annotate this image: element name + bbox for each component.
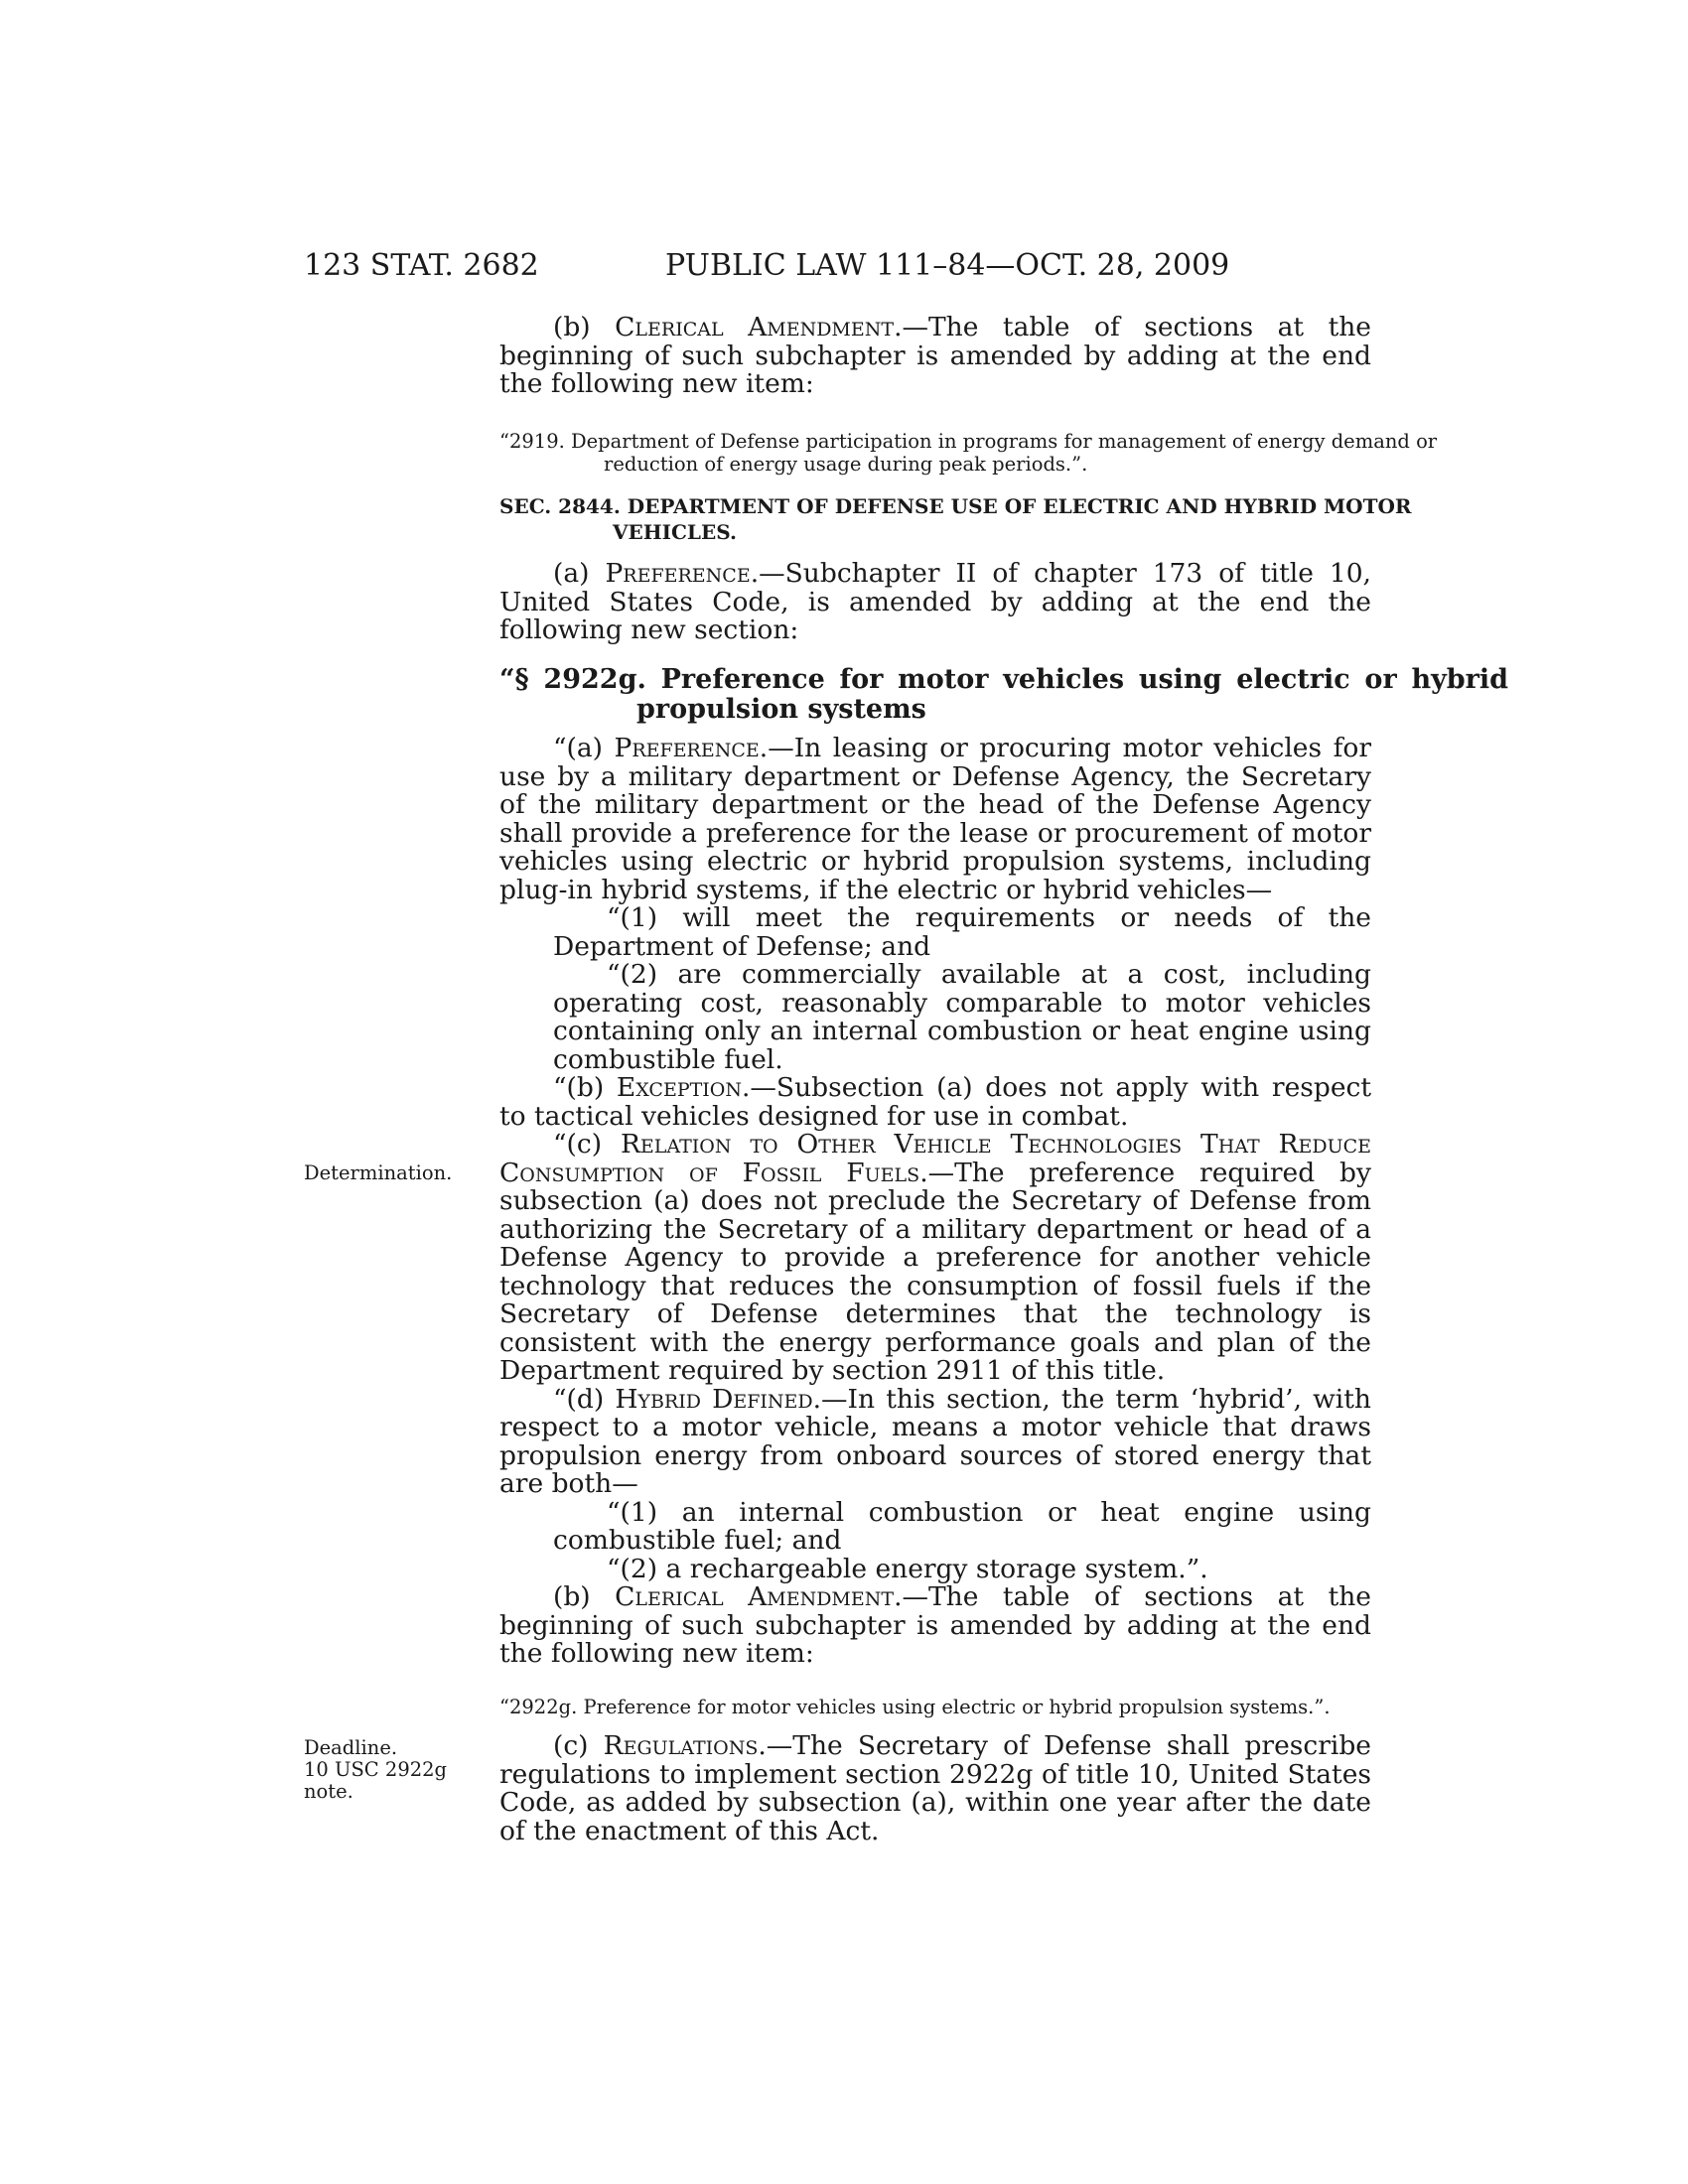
subsection-d-item-1: “(1) an internal combustion or heat engine using combustible fuel; and (553, 1496, 1371, 1556)
paragraph-heading: Hybrid Defined (615, 1383, 813, 1415)
paragraph-heading: Regulations (603, 1730, 759, 1761)
paragraph-label: (b) (553, 1581, 616, 1612)
paragraph-label: (a) (553, 558, 606, 589)
paragraph-text: .—The table of sections at the beginning of such subchapter is amended by adding at the end the following new item: (499, 1581, 1371, 1669)
regulations-paragraph (499, 1732, 1371, 1845)
paragraph-text: .—In leasing or procuring motor vehicles for use by a military department or Defense Agency, the Secretary of the military department or the head of the Defense Agency shall provide a preference for the lease or procurement of motor vehicles using electric or hybrid propulsion systems, including plug-in hybrid systems, if the electric or hybrid vehicles— (499, 733, 1371, 905)
subsection-d-hybrid-defined (499, 1383, 1372, 1499)
clerical-amendment-paragraph-1 (499, 314, 1371, 399)
paragraph-heading: Preference (605, 558, 751, 589)
subsection-a-item-1: “(1) will meet the requirements or needs of the Department of Defense; and (553, 902, 1371, 962)
table-item-2919: “2919. Department of Defense participation in programs for management of energy demand or reduction of energy usage during peak periods.”. (499, 430, 1438, 476)
subsection-c-relation (499, 1131, 1371, 1386)
paragraph-text: .—The table of sections at the beginning of such subchapter is amended by adding at the end the following new item: (499, 312, 1371, 399)
paragraph-heading: Clerical Amendment (615, 312, 895, 342)
clerical-amendment-paragraph-2 (499, 1583, 1371, 1669)
paragraph-label: (b) (553, 312, 616, 342)
margin-note-usc-cite: 10 USC 2922g (304, 1758, 448, 1781)
preference-paragraph (499, 560, 1371, 645)
margin-note-deadline (304, 1737, 447, 1803)
paragraph-text: .—The preference required by subsection (a) does not preclude the Secretary of Defense from authorizing the Secretary of a military department or head of a Defense Agency to provide a preference for another vehicle technology that reduces the consumption of fossil fuels if the Secretary of Defense determines that the technology is consistent with the energy performance goals and plan of the Department required by section 2911 of this title. (499, 1157, 1371, 1386)
paragraph-heading: Clerical Amendment (615, 1581, 895, 1612)
table-item-2922g: “2922g. Preference for motor vehicles using electric or hybrid propulsion systems.”. (499, 1696, 1331, 1718)
public-law-title: PUBLIC LAW 111–84—OCT. 28, 2009 (665, 248, 1230, 283)
paragraph-text: .—Subsection (a) does not apply with respect to tactical vehicles designed for use in combat. (499, 1072, 1371, 1132)
paragraph-heading: Relation to Other Vehicle Technologies That Reduce Consumption of Fossil Fuels (499, 1129, 1372, 1188)
paragraph-label: (c) (553, 1730, 604, 1761)
section-2922g-heading: “§ 2922g. Preference for motor vehicles using electric or hybrid propulsion systems (499, 664, 1508, 725)
paragraph-text: .—Subchapter II of chapter 173 of title 10, United States Code, is amended by adding at the end the following new section: (499, 558, 1371, 645)
subsection-a-preference (499, 735, 1371, 904)
paragraph-label: “(b) (553, 1072, 617, 1103)
paragraph-label: “(a) (553, 733, 615, 763)
paragraph-heading: Preference (614, 733, 760, 763)
paragraph-text: .—In this section, the term ‘hybrid’, with respect to a motor vehicle, means a motor vehicle that draws propulsion energy from onboard sources of stored energy that are both— (499, 1383, 1372, 1499)
subsection-a-item-2: “(2) are commercially available at a cost, including operating cost, reasonably comparable to motor vehicles containing only an internal combustion or heat engine using combustible fuel. (553, 959, 1371, 1075)
section-2922g-body (499, 735, 1371, 1669)
stat-page-number: 123 STAT. 2682 (304, 248, 539, 283)
paragraph-heading: Exception (616, 1072, 742, 1103)
section-2844-heading: SEC. 2844. DEPARTMENT OF DEFENSE USE OF ELECTRIC AND HYBRID MOTOR VEHICLES. (499, 494, 1412, 544)
margin-note-determination: Determination. (304, 1161, 453, 1184)
subsection-d-item-2: “(2) a rechargeable energy storage system.”. (607, 1553, 1208, 1584)
margin-note-note: note. (304, 1780, 353, 1803)
subsection-b-exception (499, 1074, 1371, 1131)
paragraph-label: “(d) (553, 1383, 616, 1415)
paragraph-text: .—The Secretary of Defense shall prescribe regulations to implement section 2922g of title 10, United States Code, as added by subsection (a), within one year after the date of the enactment of this Act. (499, 1730, 1371, 1846)
paragraph-label: “(c) (553, 1129, 621, 1160)
margin-note-deadline-label: Deadline. (304, 1736, 398, 1759)
